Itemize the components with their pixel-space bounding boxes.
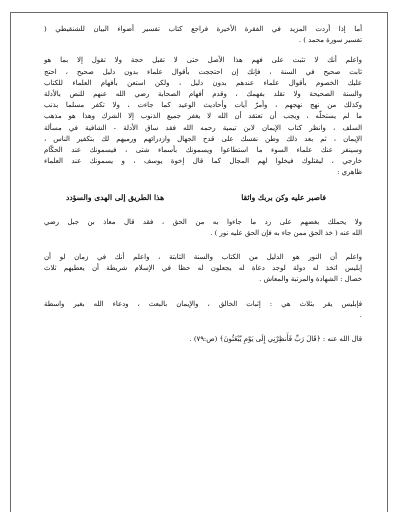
text-line: وكذلك من نهج نهجهم ، وأمرّ آيات وأحاديث الوعيد كما جاءت ، ولا تكفر مسلما بذنب [44,101,362,110]
paragraph-reference [44,24,362,46]
text-line: عليك الخصوم بأقوال علماء عندهم بدون دليل ، ولكن استعن بأفهام العلماء للكتاب [44,78,362,87]
text-line: قال الله عنه : ﴿قَالَ رَبِّ فَأَنظِرْنِي إِلَى يَوْمِ يُبْعَثُونَ﴾ (ص:٧٩) . [189,335,362,344]
text-line: تفسير سورة محمد ) . [298,36,362,45]
text-line: ظاهري : [337,168,362,177]
text-line: ما لم يستحلّه ، ويجب أن تعتقد أن الله لا يغفر جميع الذنوب إلا الشرك وهذا هو مذهب [44,112,362,121]
verse-first-hemistich: فاصبر عليه وكن بربك واثقا [241,192,326,202]
document-body [44,24,362,345]
text-line: . [359,310,362,319]
text-line: والسنة الصحيحة ولا تقلد بفهمك ، وقدم أفهام الصحابة رضي الله عنهم للنص بالأدلة [44,90,362,99]
paragraph-principle [44,55,362,178]
text-line: ثابت صحيح في السنة ، فإنك إن احتججت بأقوال علماء بدون دليل صحيح ، احتج [44,67,362,76]
poetry-verse [44,192,362,204]
paragraph-quran-quote [44,334,362,345]
text-line: الإيمان ، ثم بعد ذلك وطن نفسك على قدح الجهال وازدرائهم ورميهم لك بتكفير الناس ، [44,134,362,143]
text-line: وسينفر عنك علماء السوء ما استطاعوا ويسمونك بأسماء شتى ، فيسمونك عند الحكّام [44,146,362,155]
verse-second-hemistich: هذا الطريق إلى الهدى والسؤدد [66,192,165,202]
text-line: ولا يحملك بغضهم على رد ما جاءوا به من الحق ، فقد قال معاذ بن جبل رضي [44,217,362,226]
text-line: إبليس اتخذ له دولة لوجد دعاة له يجعلون له حظا في الإسلام شريطة أن يعطيهم ثلاث [44,264,362,273]
text-line: السلف ، وانظر كتاب الإيمان لابن تيمية رحمه الله فقد ساق الأدلة - الشافية في مسألة [44,123,362,132]
text-line: أما إذا أردت المزيد في الفقرة الأخيرة فراجع كتاب تفسير أضواء البيان للشنقيطي ( [44,25,362,33]
text-line: واعلم أن النور هو الدليل من الكتاب والسنة الثابتة ، واعلم أنك في زمان لو أن [44,253,362,262]
paragraph-muadh-quote [44,217,362,239]
text-line: خارجي ، ليقتلوك فيخلوا لهم المجال كما قال إخوة يوسف ، و يسمونك عند العلماء [44,157,362,166]
text-line: الله عنه ( خذ الحق ممن جاء به فإن الحق عليه نور ) . [210,228,362,237]
text-line: فإبليس يقر بثلاث هي : إثبات الخالق ، والإيمان بالبعث ، ودعاء الله بغير واسطة [44,299,362,308]
text-line: خصال : الشهادة والمرتبة والمعاش . [259,275,362,284]
paragraph-light [44,252,362,286]
paragraph-iblis [44,299,362,321]
text-line: واعلم أنك لا تثبت على فهم هذا الأصل حتى لا تقبل حجة ولا تقول إلا بما هو [44,56,362,65]
